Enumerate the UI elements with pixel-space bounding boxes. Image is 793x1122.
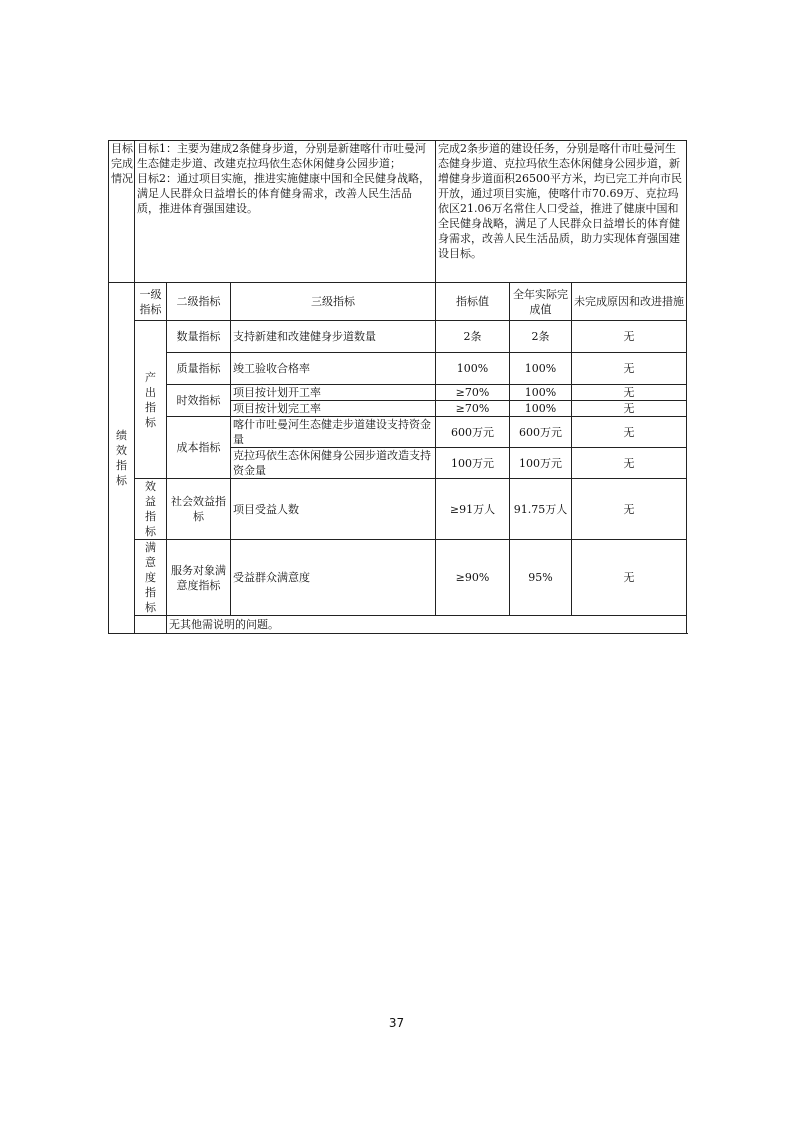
- header-target: 指标值: [436, 283, 510, 321]
- reason-cell: 无: [572, 448, 687, 479]
- subgroup-timeliness: 时效指标: [167, 385, 231, 417]
- target-cell: ≥70%: [436, 401, 510, 417]
- group-benefit: 效益指标: [135, 479, 167, 540]
- subgroup-quality: 质量指标: [167, 353, 231, 385]
- goal-section-label: 目标完成情况: [109, 141, 135, 283]
- indicator-cell: 支持新建和改建健身步道数量: [231, 321, 436, 353]
- subgroup-social: 社会效益指标: [167, 479, 231, 540]
- indicator-cell: 竣工验收合格率: [231, 353, 436, 385]
- group-output: 产出指标: [135, 321, 167, 479]
- actual-cell: 100%: [510, 401, 572, 417]
- table-row: [109, 479, 687, 540]
- subgroup-service: 服务对象满意度指标: [167, 540, 231, 616]
- actual-cell: 95%: [510, 540, 572, 616]
- actual-cell: 100%: [510, 385, 572, 401]
- indicator-cell: 克拉玛依生态休闲健身公园步道改造支持资金量: [231, 448, 436, 479]
- target-cell: ≥70%: [436, 385, 510, 401]
- target-cell: ≥90%: [436, 540, 510, 616]
- group-satisfaction: 满意度指标: [135, 540, 167, 616]
- goal-targets-cell: [135, 141, 436, 283]
- goal-completion-cell: 完成2条步道的建设任务，分别是喀什市吐曼河生态健身步道、克拉玛依生态休闲健身公园步道，新增健身步道面积26500平方米，均已完工并向市民开放，通过项目实施，使喀什市70.69万、克拉玛依区21.06万名常住人口受益，推进了健康中国和全民健身战略，满足了人民群众日益增长的体育健身需求，改善人民生活品质，助力实现体育强国建设目标。: [436, 141, 687, 283]
- reason-cell: 无: [572, 385, 687, 401]
- note-cell: 无其他需说明的问题。: [167, 616, 687, 634]
- reason-cell: 无: [572, 353, 687, 385]
- note-spacer: [135, 616, 167, 634]
- indicator-cell: 项目受益人数: [231, 479, 436, 540]
- actual-cell: 100万元: [510, 448, 572, 479]
- actual-cell: 91.75万人: [510, 479, 572, 540]
- target-cell: 100%: [436, 353, 510, 385]
- header-reason: 未完成原因和改进措施: [572, 283, 687, 321]
- indicator-cell: 项目按计划开工率: [231, 385, 436, 401]
- reason-cell: 无: [572, 321, 687, 353]
- reason-cell: 无: [572, 540, 687, 616]
- table-row: [109, 385, 687, 401]
- table-row: [109, 540, 687, 616]
- indicator-cell: 受益群众满意度: [231, 540, 436, 616]
- table-row: [109, 417, 687, 448]
- table-row: [109, 353, 687, 385]
- reason-cell: 无: [572, 479, 687, 540]
- reason-cell: 无: [572, 401, 687, 417]
- reason-cell: 无: [572, 417, 687, 448]
- page-number: 37: [388, 1016, 405, 1030]
- target-cell: 100万元: [436, 448, 510, 479]
- actual-cell: 600万元: [510, 417, 572, 448]
- performance-label: 绩效指标: [109, 283, 135, 634]
- indicator-cell: 喀什市吐曼河生态健走步道建设支持资金量: [231, 417, 436, 448]
- performance-table: [108, 140, 687, 634]
- header-actual: 全年实际完成值: [510, 283, 572, 321]
- subgroup-quantity: 数量指标: [167, 321, 231, 353]
- target-cell: 600万元: [436, 417, 510, 448]
- target-cell: ≥91万人: [436, 479, 510, 540]
- table-row: [109, 321, 687, 353]
- actual-cell: 2条: [510, 321, 572, 353]
- target-cell: 2条: [436, 321, 510, 353]
- header-level3: 三级指标: [231, 283, 436, 321]
- header-level2: 二级指标: [167, 283, 231, 321]
- goal-target-1: 目标1：主要为建成2条健身步道，分别是新建喀什市吐曼河生态健走步道、改建克拉玛依生态休闲健身公园步道；: [137, 142, 426, 170]
- indicator-cell: 项目按计划完工率: [231, 401, 436, 417]
- goal-target-2: 目标2：通过项目实施，推进实施健康中国和全民健身战略，满足人民群众日益增长的体育健身需求，改善人民生活品质，推进体育强国建设。: [137, 172, 430, 215]
- subgroup-cost: 成本指标: [167, 417, 231, 479]
- actual-cell: 100%: [510, 353, 572, 385]
- header-level1: 一级指标: [135, 283, 167, 321]
